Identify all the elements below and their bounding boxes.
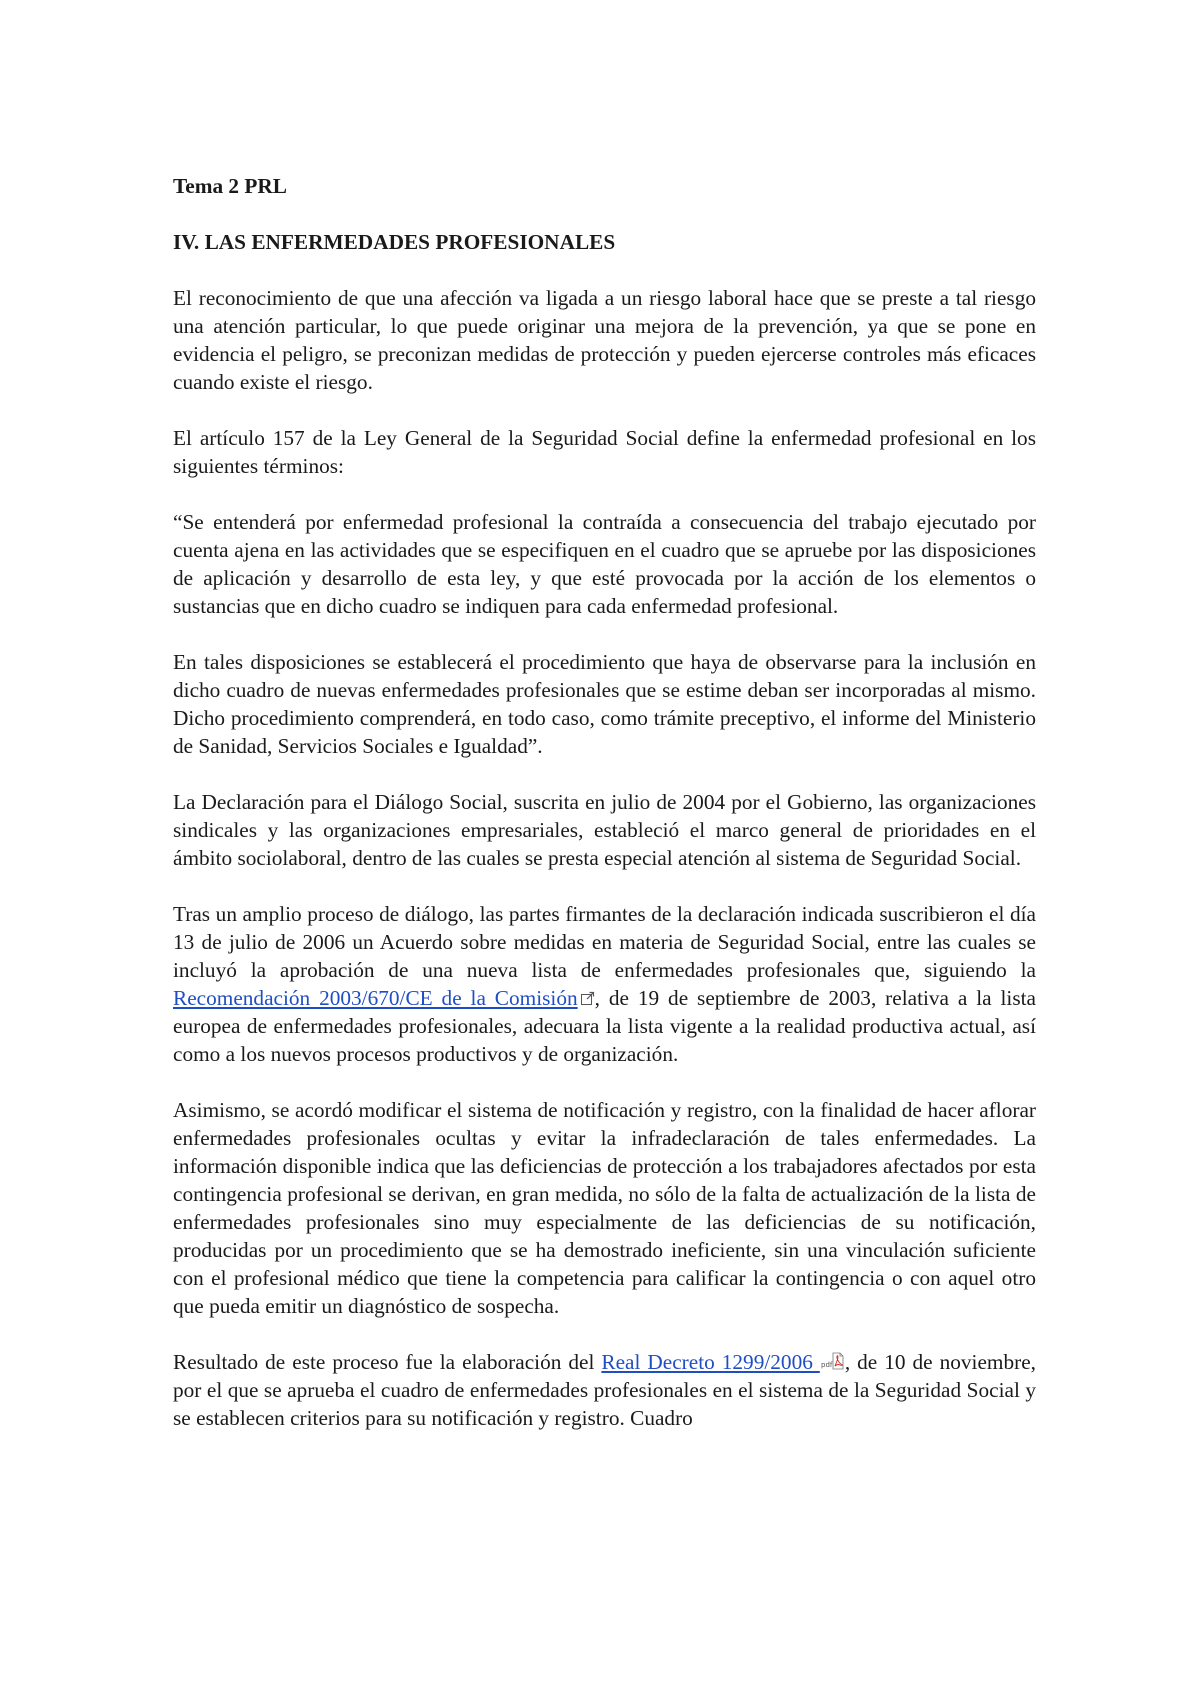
external-link-icon[interactable] bbox=[580, 991, 595, 1006]
paragraph-3-quote: “Se entenderá por enfermedad profesional la contraída a consecuencia del trabajo ejecutado por cuenta ajena en las actividades que se especifiquen en el cuadro que se apruebe por las disposiciones de aplicación y desarrollo de esta ley, y que esté provocada por la acción de los elementos o sustancias que en dicho cuadro se indiquen para cada enfermedad profesional. bbox=[173, 510, 1036, 618]
paragraph-2: El artículo 157 de la Ley General de la Seguridad Social define la enfermedad profesional en los siguientes términos: bbox=[173, 426, 1036, 478]
paragraph-1: El reconocimiento de que una afección va ligada a un riesgo laboral hace que se preste a tal riesgo una atención particular, lo que puede originar una mejora de la prevención, ya que se pone en evidencia el peligro, se preconizan medidas de protección y pueden ejercerse controles más eficaces cuando existe el riesgo. bbox=[173, 286, 1036, 394]
paragraph-8-text-before: Resultado de este proceso fue la elaboración del bbox=[173, 1350, 602, 1374]
paragraph-6-text-before: Tras un amplio proceso de diálogo, las partes firmantes de la declaración indicada suscribieron el día 13 de julio de 2006 un Acuerdo sobre medidas en materia de Seguridad Social, entre las cuales se incluyó la aprobación de una nueva lista de enfermedades profesionales que, siguiendo la bbox=[173, 902, 1036, 982]
section-heading: IV. LAS ENFERMEDADES PROFESIONALES bbox=[173, 230, 616, 254]
document-title: Tema 2 PRL bbox=[173, 174, 287, 198]
paragraph-6 bbox=[173, 900, 1036, 1068]
recomendacion-link[interactable]: Recomendación 2003/670/CE de la Comisión bbox=[173, 986, 578, 1010]
paragraph-6-text-after: , de 19 de septiembre de 2003, relativa a la lista europea de enfermedades profesionales, adecuara la lista vigente a la realidad productiva actual, así como a los nuevos procesos productivos y de organización. bbox=[173, 986, 1036, 1066]
paragraph-7: Asimismo, se acordó modificar el sistema de notificación y registro, con la finalidad de hacer aflorar enfermedades profesionales ocultas y evitar la infradeclaración de tales enfermedades. La información disponible indica que las deficiencias de protección a los trabajadores afectados por esta contingencia profesional se derivan, en gran medida, no sólo de la falta de actualización de la lista de enfermedades profesionales sino muy especialmente de las deficiencias de su notificación, producidas por un procedimiento que se ha demostrado ineficiente, sin una vinculación suficiente con el profesional médico que tiene la competencia para calificar la contingencia o con aquel otro que pueda emitir un diagnóstico de sospecha. bbox=[173, 1098, 1036, 1318]
paragraph-8-text-after: , de 10 de noviembre, por el que se aprueba el cuadro de enfermedades profesionales en el sistema de la Seguridad Social y se establecen criterios para su notificación y registro. Cuadro bbox=[173, 1350, 1036, 1430]
pdf-icon[interactable] bbox=[821, 1351, 845, 1371]
real-decreto-link[interactable]: Real Decreto 1299/2006 bbox=[601, 1350, 820, 1374]
paragraph-5: La Declaración para el Diálogo Social, suscrita en julio de 2004 por el Gobierno, las organizaciones sindicales y las organizaciones empresariales, estableció el marco general de prioridades en el ámbito sociolaboral, dentro de las cuales se presta especial atención al sistema de Seguridad Social. bbox=[173, 790, 1036, 870]
paragraph-4-quote: En tales disposiciones se establecerá el procedimiento que haya de observarse para la inclusión en dicho cuadro de nuevas enfermedades profesionales que se estime deban ser incorporadas al mismo. Dicho procedimiento comprenderá, en todo caso, como trámite preceptivo, el informe del Ministerio de Sanidad, Servicios Sociales e Igualdad”. bbox=[173, 650, 1036, 758]
svg-text:pdf: pdf bbox=[820, 1361, 833, 1369]
paragraph-8 bbox=[173, 1348, 1036, 1432]
document-page bbox=[173, 172, 1036, 1432]
